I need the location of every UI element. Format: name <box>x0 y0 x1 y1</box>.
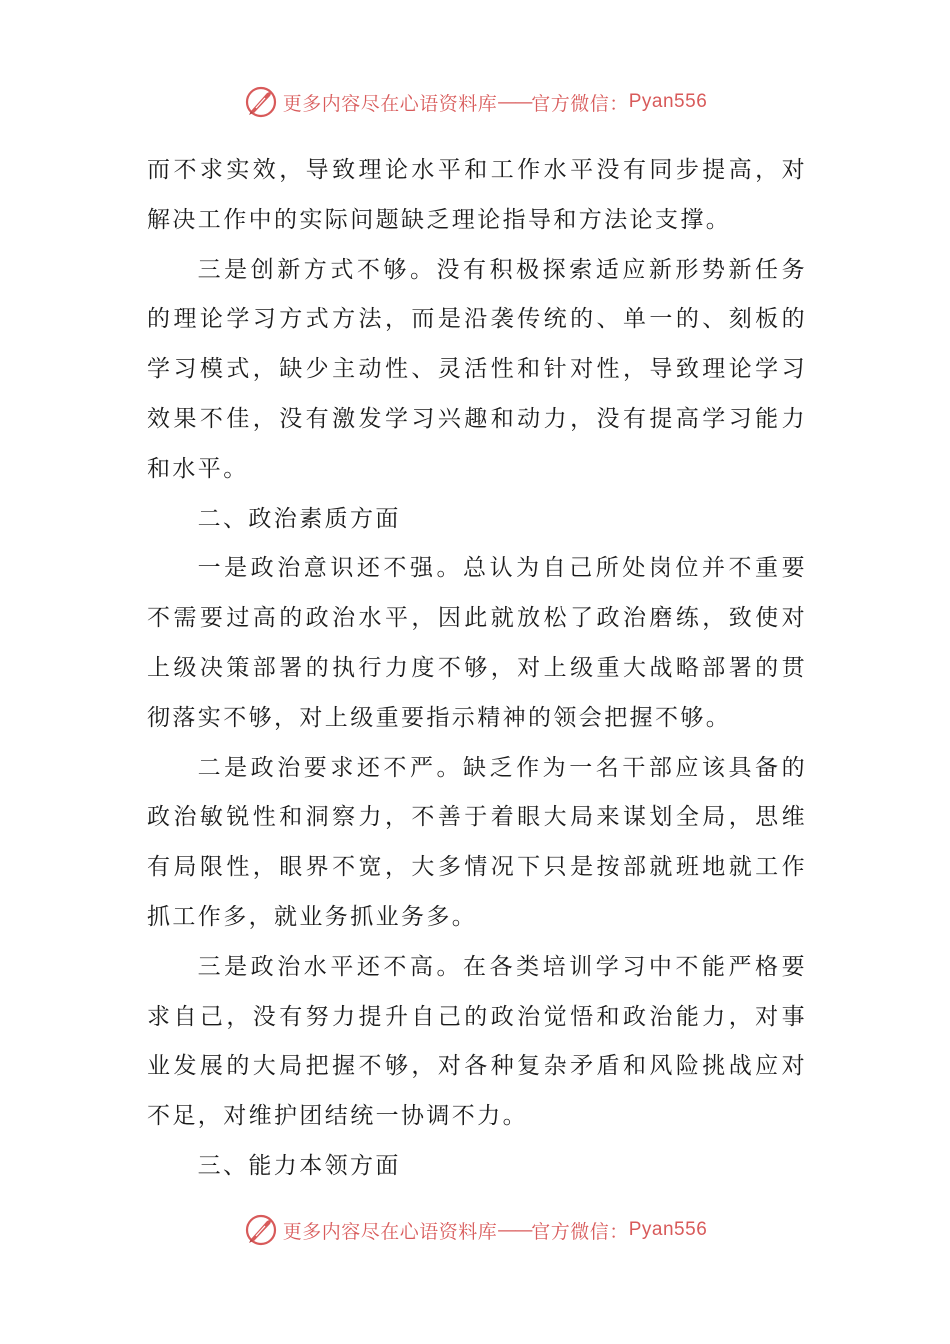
banner-account-text: Pyan556 <box>628 1219 708 1240</box>
banner-label-text: 官方微信： <box>531 1220 629 1243</box>
banner-label-text: 官方微信： <box>531 92 629 115</box>
paragraph-political-requirements: 二是政治要求还不严。缺乏作为一名干部应该具备的政治敏锐性和洞察力，不善于着眼大局来谋划全局，思维有局限性，眼界不宽，大多情况下只是按部就班地就工作抓工作多，就业务抓业务多。 <box>147 754 807 930</box>
header-watermark-banner <box>0 82 950 122</box>
section-heading-ability: 三、能力本领方面 <box>197 1152 401 1179</box>
footer-watermark-banner <box>0 1210 950 1250</box>
paragraph-continuation: 而不求实效，导致理论水平和工作水平没有同步提高，对解决工作中的实际问题缺乏理论指导和方法论支撑。 <box>147 157 807 233</box>
banner-account-text: Pyan556 <box>628 91 708 112</box>
section-heading-political-quality: 二、政治素质方面 <box>197 505 401 532</box>
paragraph-innovation: 三是创新方式不够。没有积极探索适应新形势新任务的理论学习方式方法，而是沿袭传统的、单一的、刻板的学习模式，缺少主动性、灵活性和针对性，导致理论学习效果不佳，没有激发学习兴趣和动力，没有提高学习能力和水平。 <box>147 256 807 482</box>
banner-separator: —— <box>497 1219 532 1241</box>
paragraph-political-awareness: 一是政治意识还不强。总认为自己所处岗位并不重要不需要过高的政治水平，因此就放松了政治磨练，致使对上级决策部署的执行力度不够，对上级重大战略部署的贯彻落实不够，对上级重要指示精神的领会把握不够。 <box>147 555 807 731</box>
banner-separator: —— <box>497 91 532 113</box>
quill-pen-logo-icon <box>243 1212 279 1248</box>
quill-pen-logo-icon <box>243 84 279 120</box>
document-body <box>147 146 807 1192</box>
paragraph-political-level: 三是政治水平还不高。在各类培训学习中不能严格要求自己，没有努力提升自己的政治觉悟和政治能力，对事业发展的大局把握不够，对各种复杂矛盾和风险挑战应对不足，对维护团结统一协调不力。 <box>147 953 807 1130</box>
banner-main-text: 更多内容尽在心语资料库 <box>282 1220 498 1243</box>
banner-main-text: 更多内容尽在心语资料库 <box>282 92 498 115</box>
